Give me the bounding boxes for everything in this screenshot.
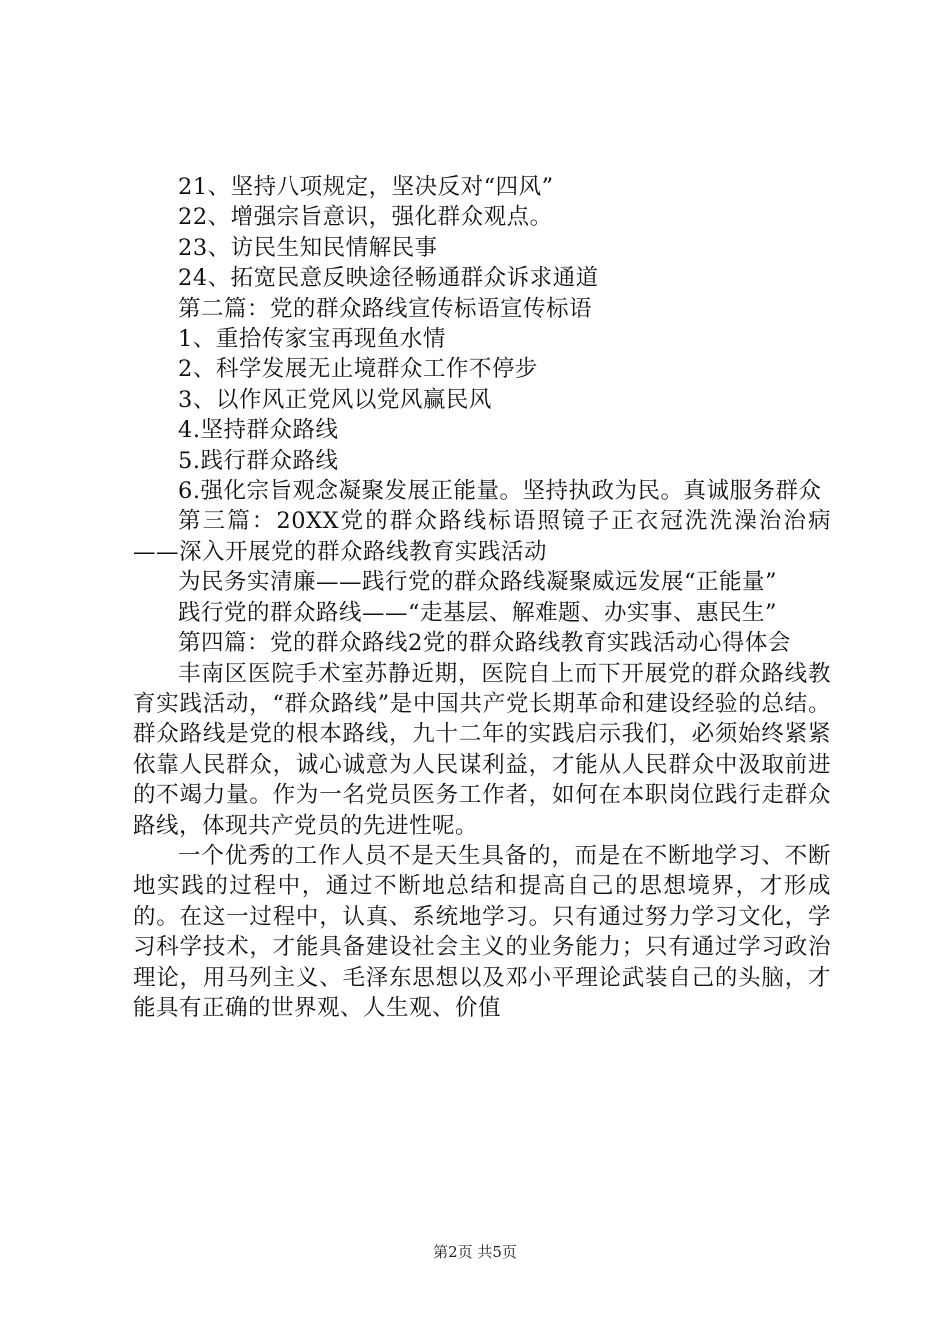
paragraph: 为民务实清廉——践行党的群众路线凝聚威远发展“正能量” (178, 569, 778, 596)
section-heading: 第四篇：党的群众路线2党的群众路线教育实践活动心得体会 (178, 630, 791, 657)
paragraph: 22、增强宗旨意识，强化群众观点。 (178, 204, 553, 231)
paragraph: 践行党的群众路线——“走基层、解难题、办实事、惠民生” (178, 599, 778, 626)
paragraph: 1、重拾传家宝再现鱼水情 (178, 326, 446, 353)
document-body (133, 172, 831, 1023)
paragraph: 6.强化宗旨观念凝聚发展正能量。坚持执政为民。真诚服务群众 (178, 478, 822, 505)
section-heading: 第三篇：20XX党的群众路线标语照镜子正衣冠洗洗澡治治病——深入开展党的群众路线教育实践活动 (133, 508, 831, 565)
paragraph: 4.坚持群众路线 (178, 417, 339, 444)
paragraph: 23、访民生知民情解民事 (178, 234, 438, 261)
paragraph: 一个优秀的工作人员不是天生具备的，而是在不断地学习、不断地实践的过程中，通过不断地总结和提高自己的思想境界，才形成的。在这一过程中，认真、系统地学习。只有通过努力学习文化，学习科学技术，才能具备建设社会主义的业务能力；只有通过学习政治理论，用马列主义、毛泽东思想以及邓小平理论武装自己的头脑，才能具有正确的世界观、人生观、价值 (133, 842, 831, 1021)
page-footer: 第2页 共5页 (433, 1243, 517, 1261)
paragraph: 3、以作风正党风以党风赢民风 (178, 386, 492, 413)
paragraph: 21、坚持八项规定，坚决反对“四风” (178, 174, 554, 200)
paragraph: 丰南区医院手术室苏静近期，医院自上而下开展党的群众路线教育实践活动，“群众路线”是中国共产党长期革命和建设经验的总结。群众路线是党的根本路线，九十二年的实践启示我们，必须始终紧紧依靠人民群众，诚心诚意为人民谋利益，才能从人民群众中汲取前进的不竭力量。作为一名党员医务工作者，如何在本职岗位践行走群众路线，体现共产党员的先进性呢。 (133, 660, 831, 839)
paragraph: 2、科学发展无止境群众工作不停步 (178, 356, 538, 383)
paragraph: 5.践行群众路线 (178, 447, 339, 474)
section-heading: 第二篇：党的群众路线宣传标语宣传标语 (178, 295, 593, 322)
paragraph: 24、拓宽民意反映途径畅通群众诉求通道 (178, 265, 599, 292)
